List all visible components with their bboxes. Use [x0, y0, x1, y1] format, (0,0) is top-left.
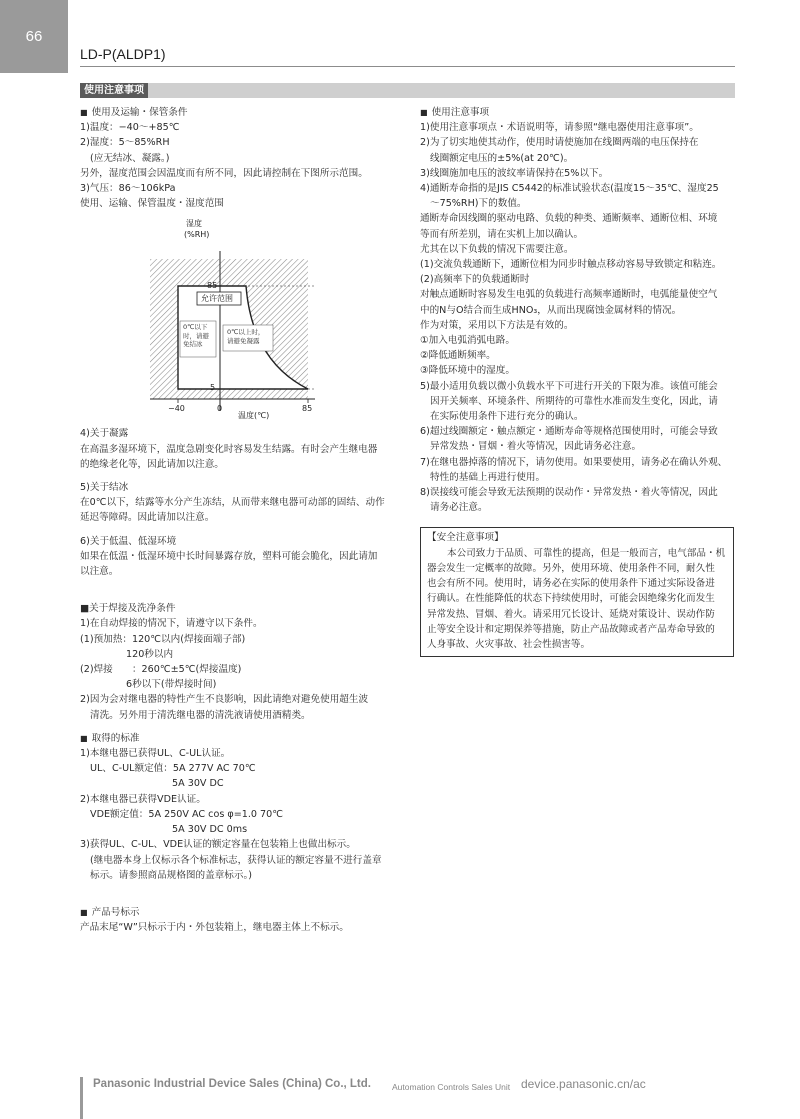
text-line: 特性的基础上再进行使用。 — [430, 471, 546, 483]
text-line: 120秒以内 — [126, 648, 174, 660]
y-tick-85: 85 — [207, 281, 218, 291]
text-line: 等而有所差别，请在实机上加以确认。 — [420, 228, 584, 240]
text-line: (1)交流负载通断下，通断位相为同步时触点移动容易导致锁定和粘连。 — [420, 259, 722, 271]
note-line: 0℃以上时， — [227, 328, 265, 337]
spacer — [80, 526, 398, 534]
text-line: 2)为了切实地使其动作，使用时请使施加在线圈两端的电压保持在 — [420, 137, 699, 149]
spacer — [80, 579, 398, 601]
text-line: 产品末尾“W”只标示于内・外包装箱上，继电器主体上不标示。 — [80, 922, 349, 934]
text-line: 8)误接线可能会导致无法预期的误动作・异常发热・着火等情况，因此 — [420, 487, 718, 499]
transport-heading-text: 使用及运输・保管条件 — [91, 107, 188, 118]
text-line: 如果在低温・低湿环境中长时间暴露存放，塑料可能会脆化，因此请加 — [80, 550, 378, 562]
text-line: 通断寿命因线圈的驱动电路、负载的种类、通断频率、通断位相、环境 — [420, 213, 718, 225]
text-line: ～75%RH)下的数值。 — [430, 198, 527, 210]
text-line: 人身事故、火灾事故、社会性损害等。 — [427, 638, 591, 650]
text-line: 作为对策，采用以下方法是有效的。 — [420, 319, 574, 331]
note-line: 请避免凝露 — [227, 336, 260, 345]
text-line: 标示。请参照商品规格图的盖章标示。) — [90, 869, 253, 881]
text-line: (2)高频率下的负载通断时 — [420, 274, 530, 286]
footer-accent-bar — [80, 1077, 83, 1119]
text-line: VDE额定值：5A 250V AC cos φ=1.0 70℃ — [90, 808, 284, 820]
text-line: ②降低通断频率。 — [420, 350, 496, 362]
temp-humidity-chart — [80, 211, 398, 426]
text-line: ③降低环境中的湿度。 — [420, 365, 515, 377]
text-line: 1)温度：−40～+85℃ — [80, 122, 180, 134]
note-above-zero — [227, 328, 264, 345]
text-line: 6)超过线圈额定・触点额定・通断寿命等规格范围使用时，可能会导致 — [420, 426, 718, 438]
text-line: 1)本继电器已获得UL、C-UL认证。 — [80, 748, 231, 760]
text-line: ①加入电弧消弧电路。 — [420, 335, 515, 347]
x-tick-label-85: 85 — [302, 404, 313, 414]
freezing-heading: 5)关于结冰 — [80, 482, 129, 494]
text-line: 异常发热・冒烟・着火等情况，因此请务必注意。 — [430, 441, 642, 453]
text-line: 使用、运输、保管温度・湿度范围 — [80, 198, 224, 210]
x-tick-label-minus40: −40 — [168, 404, 185, 414]
x-axis-label: 温度(℃) — [238, 411, 270, 421]
section-title: 使用注意事项 — [80, 83, 148, 98]
product-code-heading — [80, 905, 398, 920]
page-number: 66 — [25, 27, 43, 45]
text-line: 也会有所不同。使用时，请务必在实际的使用条件下通过实际设备进 — [427, 578, 715, 590]
text-line: 在高温多湿环境下，温度急剧变化时容易发生结露。有时会产生继电器 — [80, 443, 378, 455]
x-tick-label-0: 0 — [217, 404, 223, 414]
text-line: (1)预加热：120℃以内(焊接面端子部) — [80, 633, 246, 645]
text-line: 尤其在以下负载的情况下需要注意。 — [420, 243, 574, 255]
standards-heading — [80, 731, 398, 746]
text-line: 请务必注意。 — [430, 502, 488, 514]
spacer — [80, 883, 398, 905]
section-bar — [80, 83, 735, 98]
text-line: 2)湿度：5～85%RH — [80, 137, 170, 149]
soldering-heading: ■关于焊接及洗净条件 — [80, 603, 176, 615]
text-line: 中的N与O结合而生成HNO₃，从而出现腐蚀金属材料的情况。 — [420, 304, 682, 316]
page-number-tab — [0, 0, 68, 73]
text-line: 对触点通断时容易发生电弧的负载进行高频率通断时，电弧能量使空气 — [420, 289, 718, 301]
text-line: 清洗。另外用于清洗继电器的清洗液请使用酒精类。 — [90, 709, 311, 721]
text-line: 2)因为会对继电器的特性产生不良影响，因此请绝对避免使用超生波 — [80, 694, 369, 706]
text-line: 线圈额定电压的±5%(at 20℃)。 — [430, 152, 574, 164]
text-line: 5A 30V DC 0ms — [172, 824, 248, 836]
text-line: 另外，湿度范围会因温度而有所不同，因此请控制在下图所示范围。 — [80, 167, 368, 179]
note-line: 时，请避 — [183, 331, 209, 340]
text-line: 4)通断寿命指的是JIS C5442的标准试验状态(温度15～35℃、湿度25 — [420, 183, 719, 195]
usage-heading-text: 使用注意事项 — [431, 107, 490, 118]
footer-unit: Automation Controls Sales Unit — [392, 1082, 511, 1092]
text-line: 1)在自动焊接的情况下，请遵守以下条件。 — [80, 618, 263, 630]
header-divider — [80, 66, 735, 67]
note-line: 免结冰 — [183, 340, 203, 349]
text-line: 3)获得UL、C-UL、VDE认证的额定容量在包装箱上也做出标示。 — [80, 839, 356, 851]
safety-notice-box — [420, 527, 734, 657]
condensation-heading: 4)关于凝露 — [80, 428, 129, 440]
spacer — [80, 723, 398, 731]
text-line: 5A 30V DC — [172, 778, 224, 790]
allowed-range-label: 允许范围 — [201, 294, 233, 304]
model-title: LD-P(ALDP1) — [80, 46, 166, 62]
right-column — [420, 105, 738, 657]
standards-heading-text: 取得的标准 — [91, 732, 140, 744]
text-line: 异常发热、冒烟、着火。请采用冗长设计、延烧对策设计、误动作防 — [427, 608, 715, 620]
transport-heading — [80, 105, 398, 120]
product-code-heading-text: 产品号标示 — [91, 906, 140, 918]
left-column — [80, 105, 398, 935]
text-line: UL、C-UL额定值：5A 277V AC 70℃ — [90, 763, 256, 775]
text-line: 行确认。在性能降低的状态下持续使用时，可能会因绝缘劣化而发生 — [427, 593, 715, 605]
text-line: 3)线圈施加电压的波纹率请保持在5%以下。 — [420, 167, 609, 179]
usage-heading — [420, 105, 738, 120]
text-line: (2)焊接 ：260℃±5℃(焊接温度) — [80, 664, 242, 676]
text-line: 本公司致力于品质、可靠性的提高，但是一般而言，电气部品・机 — [447, 547, 726, 559]
footer-company: Panasonic Industrial Device Sales (China) Co., Ltd. — [93, 1078, 371, 1090]
text-line: 因开关频率、环境条件、所期待的可靠性水准而发生变化，因此，请 — [430, 395, 718, 407]
chart-graphic — [80, 211, 398, 426]
note-below-zero — [183, 323, 209, 349]
text-line: 的绝缘老化等，因此请加以注意。 — [80, 458, 224, 470]
text-line: 5)最小适用负载以微小负载水平下可进行开关的下限为准。该值可能会 — [420, 380, 718, 392]
text-line: 7)在继电器掉落的情况下，请勿使用。如果要使用，请务必在确认外观、 — [420, 456, 728, 468]
text-line: 以注意。 — [80, 566, 119, 578]
safety-heading: 【安全注意事项】 — [427, 532, 504, 544]
text-line: 3)气压：86～106kPa — [80, 183, 176, 195]
text-line: (继电器本身上仅标示各个标准标志，获得认证的额定容量不进行盖章 — [90, 854, 382, 866]
y-axis-label-2: (%RH) — [184, 230, 210, 240]
y-axis-label-1: 湿度 — [186, 219, 202, 229]
footer-website: device.panasonic.cn/ac — [521, 1077, 646, 1091]
text-line: (应无结冰、凝露。) — [90, 152, 170, 164]
spacer — [80, 472, 398, 480]
text-line: 1)使用注意事项点・术语说明等，请参照“继电器使用注意事项”。 — [420, 122, 699, 134]
low-temp-heading: 6)关于低温、低湿环境 — [80, 535, 177, 547]
text-line: 器会发生一定概率的故障。另外，使用环境、使用条件不同，耐久性 — [427, 562, 715, 574]
text-line: 6秒以下(带焊接时间) — [126, 679, 217, 691]
text-line: 延迟等障碍。因此请加以注意。 — [80, 512, 215, 524]
y-tick-5: 5 — [210, 383, 216, 393]
text-line: 止等安全设计和定期保养等措施，防止产品故障或者产品寿命导致的 — [427, 623, 715, 635]
text-line: 在实际使用条件下进行充分的确认。 — [430, 411, 584, 423]
note-line: 0℃以下 — [183, 323, 208, 332]
text-line: 2)本继电器已获得VDE认证。 — [80, 793, 206, 805]
text-line: 在0℃以下，结露等水分产生冻结，从而带来继电器可动部的固结、动作 — [80, 497, 385, 509]
